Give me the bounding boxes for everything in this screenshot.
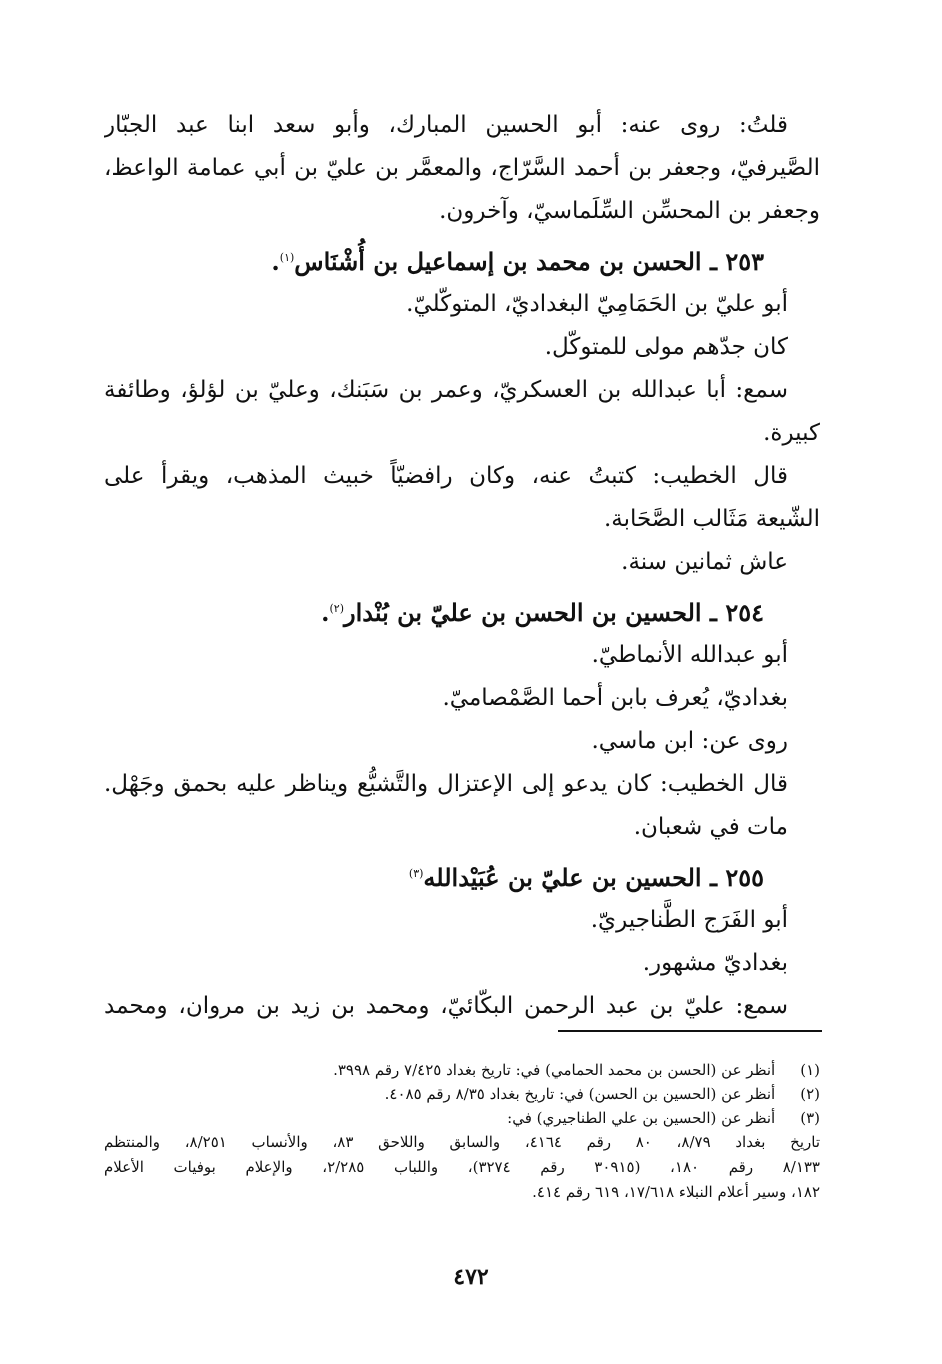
- footnote-number: (١): [800, 1061, 820, 1079]
- entry-heading-254: [104, 584, 820, 634]
- text-line: الشّيعة مَثَالب الصَّحَابة.: [603, 506, 820, 532]
- footnote-3: [104, 1106, 820, 1130]
- footnote-1: [104, 1058, 820, 1082]
- footnote-text: أنظر عن (الحسين بن علي الطناجيري) في:: [507, 1109, 776, 1127]
- footnote-continuation: ١٨٢، وسير أعلام النبلاء ١٧/٦١٨، ٦١٩ رقم ٤١٤.: [532, 1183, 820, 1201]
- text-line: سمع: أبا عبدالله بن العسكريّ، وعمر بن سَبَنك، وعليّ بن لؤلؤ، وطائفة: [104, 377, 788, 403]
- text-line: سمع: عليّ بن عبد الرحمن البكّائيّ، ومحمد بن زيد بن مروان، ومحمد: [104, 993, 789, 1019]
- text-line: قال الخطيب: كتبتُ عنه، وكان رافضيّاً خبيث المذهب، ويقرأ على: [104, 463, 788, 489]
- text-line: قلتُ: روى عنه: أبو الحسين المبارك، وأبو سعد ابنا عبد الجبّار: [104, 112, 788, 138]
- footnote-text: أنظر عن (الحسن بن محمد الحمامي) في: تاريخ بغداد ٧/٤٢٥ رقم ٣٩٩٨.: [333, 1061, 776, 1079]
- footnote-ref[interactable]: (١): [279, 251, 295, 264]
- heading-end: .: [321, 598, 330, 627]
- footnote-text: أنظر عن (الحسين بن الحسن) في: تاريخ بغداد ٨/٣٥ رقم ٤٠٨٥.: [384, 1085, 776, 1103]
- footnotes: [104, 1058, 820, 1205]
- text-line: كان جدّهم مولى للمتوكّل.: [544, 334, 788, 360]
- text-line: بغداديّ مشهور.: [642, 950, 788, 976]
- heading-end: .: [271, 247, 280, 276]
- footnote-ref[interactable]: (٢): [329, 602, 344, 615]
- text-line: أبو عليّ بن الحَمَامِيّ البغداديّ، المتوكّليّ.: [406, 291, 788, 317]
- entry-heading-255: [104, 849, 820, 899]
- text-line: مات في شعبان.: [633, 814, 788, 840]
- text-line: الصَّيرفيّ، وجعفر بن أحمد السَّرّاج، والمعمَّر بن عليّ بن أبي عمامة الواعظ،: [104, 155, 820, 181]
- entry-heading-253: [104, 233, 820, 283]
- text-line: وجعفر بن المحسِّن السِّلَماسيّ، وآخرون.: [439, 198, 820, 224]
- text-line: أبو عبدالله الأنماطيّ.: [591, 642, 788, 668]
- entry-title: ٢٥٥ ـ الحسين بن عليّ بن عُبَيْدالله: [423, 863, 764, 892]
- text-line: بغداديّ، يُعرف بابن أحما الصَّمْصاميّ.: [442, 685, 788, 711]
- footnote-number: (٣): [800, 1109, 820, 1127]
- footnote-divider: [558, 1030, 822, 1032]
- text-line: قال الخطيب: كان يدعو إلى الإعتزال والتَّشيُّع ويناظر عليه بحمق وجَهْل.: [104, 771, 788, 797]
- footnote-number: (٢): [800, 1085, 820, 1103]
- text-line: كبيرة.: [763, 420, 820, 446]
- footnote-continuation: ٨/١٣٣ رقم ١٨٠، (٣٠٩١٥ رقم ٣٢٧٤)، واللباب ٢/٢٨٥، والإعلام بوفيات الأعلام: [104, 1158, 820, 1176]
- main-text: [104, 104, 820, 1028]
- footnote-2: [104, 1082, 820, 1106]
- text-line: أبو الفَرَج الطَّناجيريّ.: [590, 907, 788, 933]
- entry-title: ٢٥٣ ـ الحسن بن محمد بن إسماعيل بن أُشْنَاس: [294, 247, 764, 276]
- footnote-continuation: تاريخ بغداد ٨/٧٩، ٨٠ رقم ٤١٦٤، والسابق واللاحق ٨٣، والأنساب ٨/٢٥١، والمنتظم: [104, 1133, 820, 1151]
- text-line: روى عن: ابن ماسي.: [591, 728, 788, 754]
- entry-title: ٢٥٤ ـ الحسين بن الحسن بن عليّ بن بُنْدار: [344, 598, 764, 627]
- footnote-ref[interactable]: (٣): [408, 867, 424, 880]
- page-number: ٤٧٢: [453, 1264, 489, 1290]
- text-line: عاش ثمانين سنة.: [621, 549, 788, 575]
